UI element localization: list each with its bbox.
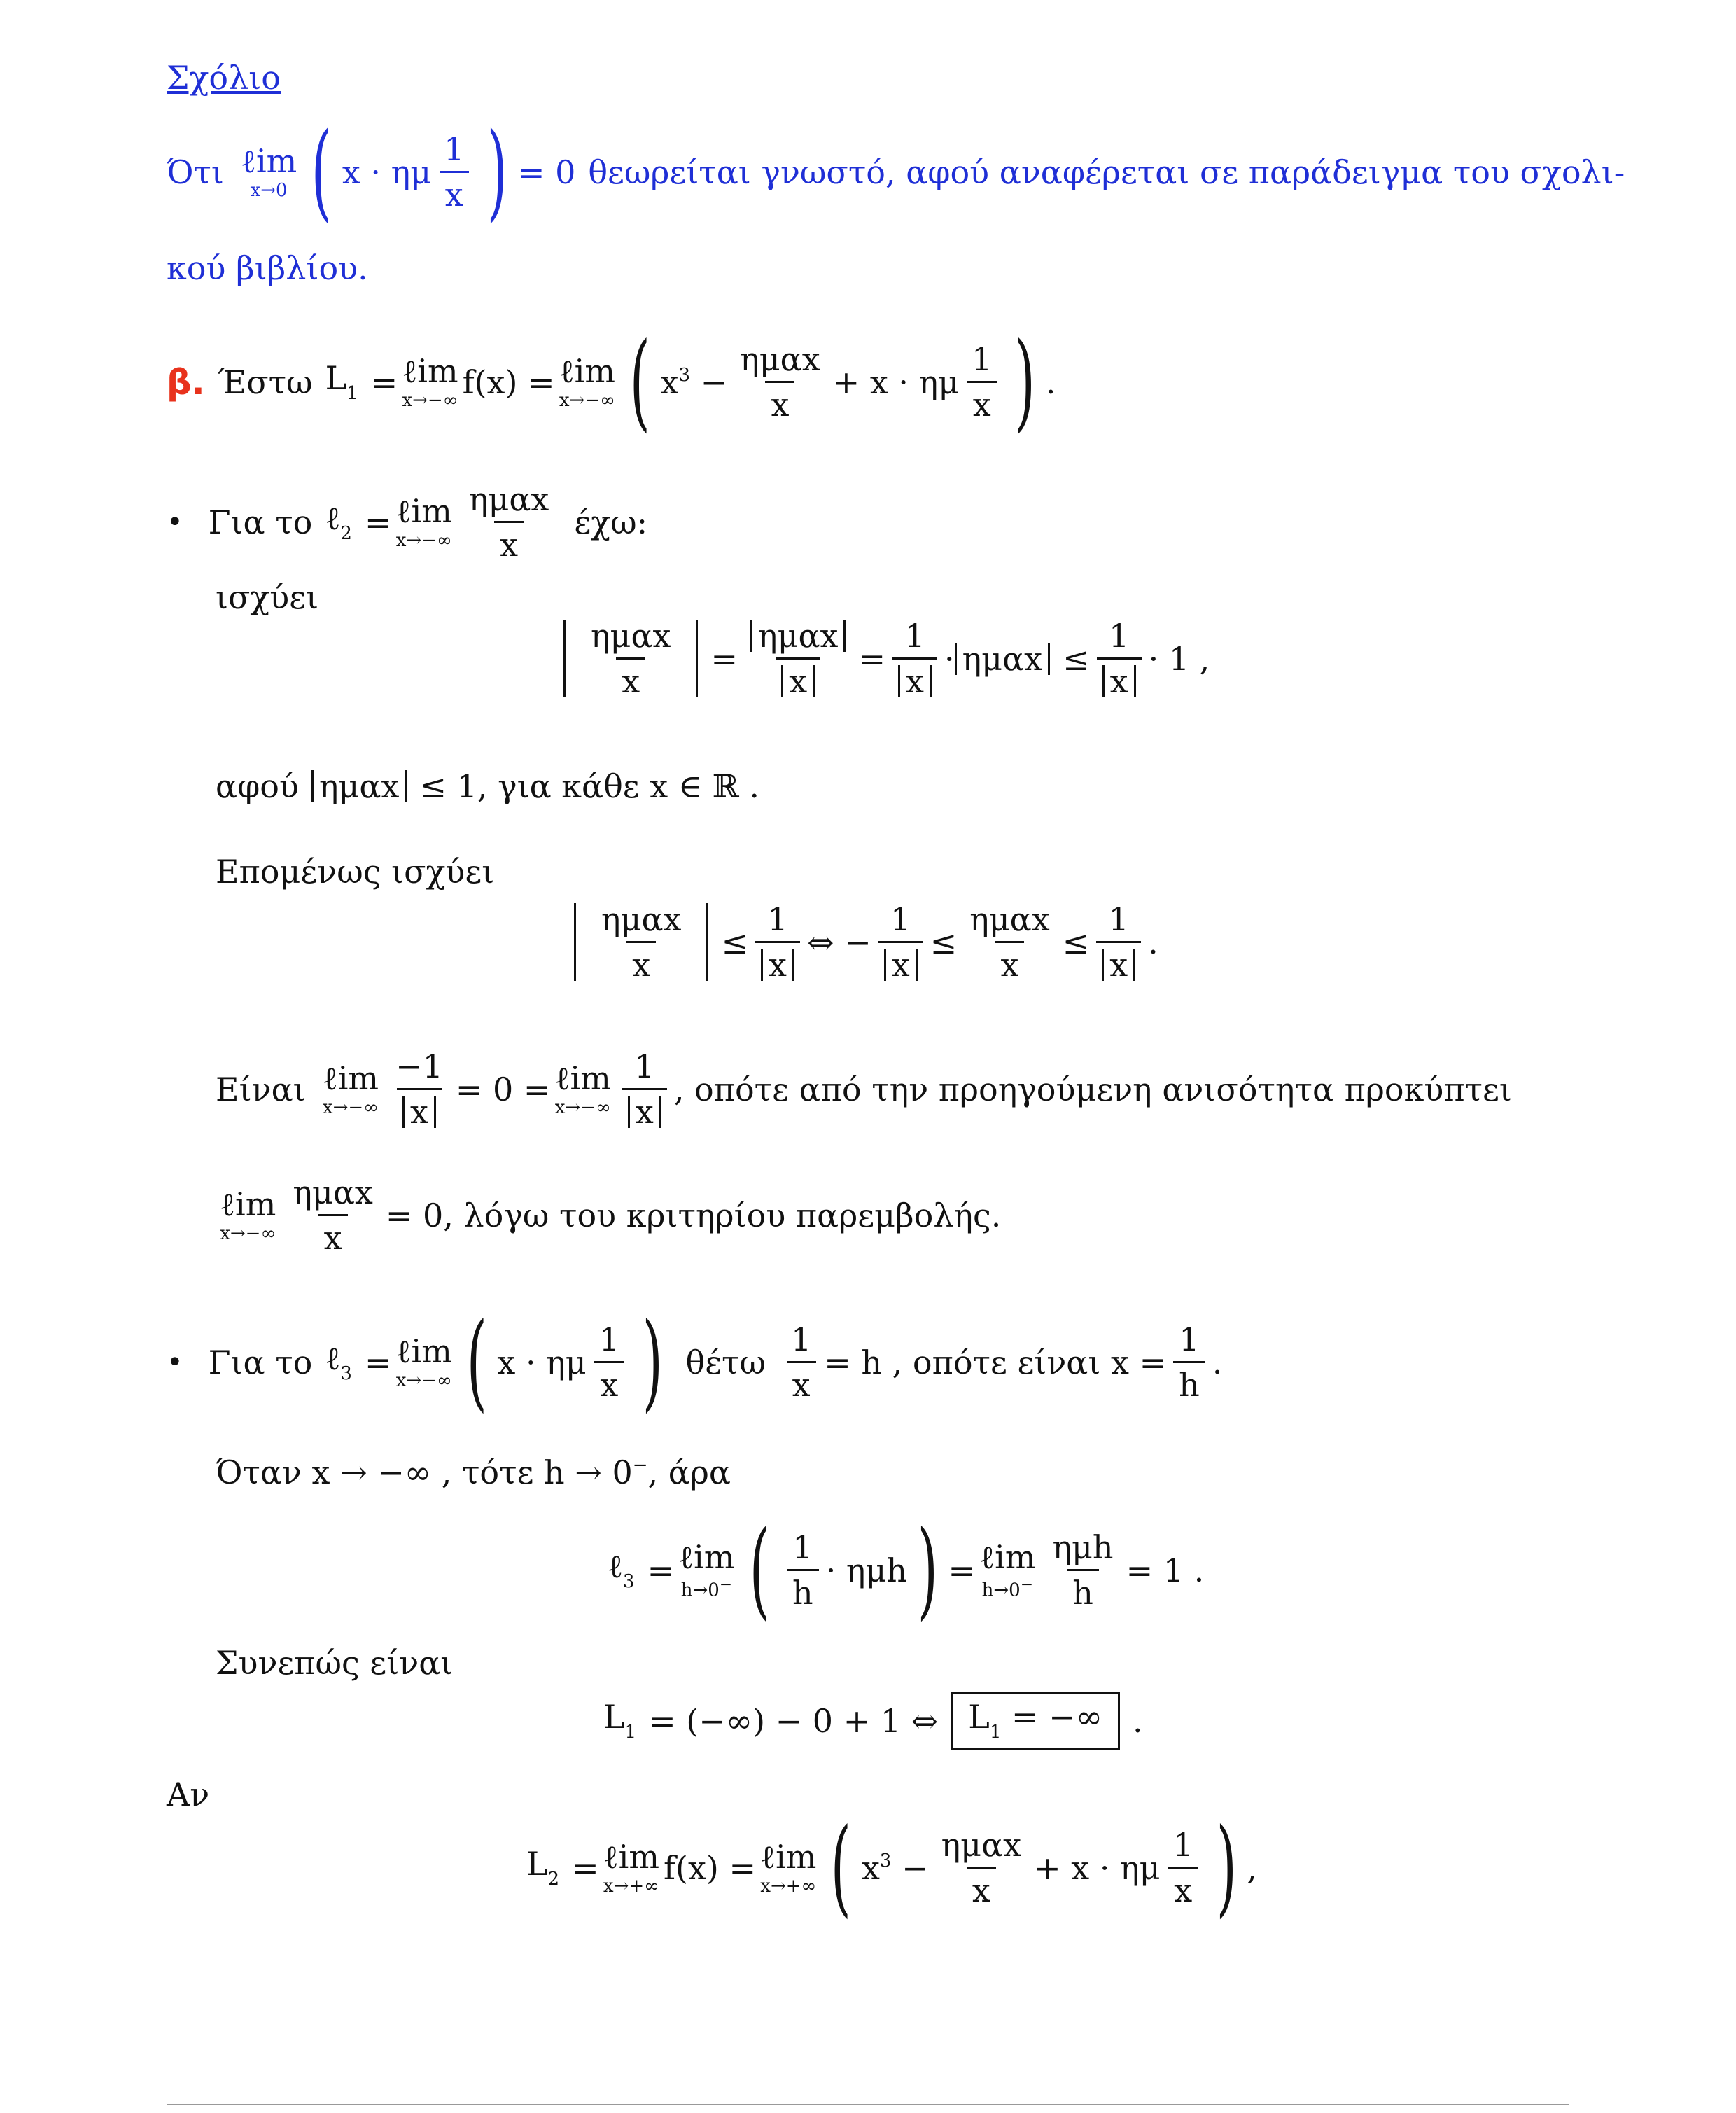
L1-result: $L_1$ = (−∞) − 0 + 1 ⇔ $L_1$ = −∞ . xyxy=(603,1692,1143,1750)
note-line1: Ότι ℓim x→0 ( x · ημ $\frac{1}{x}$ ) = 0 θεωρείται γνωστό, αφού αναφέρεται σε παράδειγμα του σχολι- xyxy=(167,111,1625,232)
when-line: Όταν x → −∞ , τότε h → 0−, άρα xyxy=(216,1453,731,1491)
bullet1-lead: Για το xyxy=(208,503,313,541)
equals-zero: = 0 xyxy=(517,153,576,191)
limits-line: Είναι ℓim x→−∞ $\frac{-1}{x}$ = 0 = ℓim x→−∞ $\frac{1}{x}$ , οπότε από την προηγούμενη ανισότητα προκύπτει xyxy=(216,1047,1512,1131)
bullet1-line: • Για το ℓ$_2$ = ℓim x→−∞ $\frac{\text{ημαx}}{x}$ έχω: xyxy=(167,480,648,564)
boxed-result: $L_1$ = −∞ xyxy=(951,1692,1120,1750)
note-text2: κού βιβλίου. xyxy=(167,249,368,287)
ell3-computation: ℓ$_3$ = ℓim h→0− ( $\frac{1}{h}$ · ημh ) = ℓim h→0− $\frac{\text{ημh}}{h}$ = 1 . xyxy=(608,1509,1205,1631)
fraction-one-over-x: $\frac{1}{x}$ xyxy=(438,133,470,211)
note-prefix: Ότι xyxy=(167,153,224,191)
conclusion-line: ℓim x→−∞ $\frac{\text{ημαx}}{x}$ = 0, λόγω του κριτηρίου παρεμβολής. xyxy=(220,1173,1002,1257)
holds-text: ισχύει xyxy=(216,578,319,616)
squeeze-inequality: $\frac{\text{ημαx}}{x}$ ≤ $\frac{1}{x}$ ⇔ − $\frac{1}{x}$ ≤ $\frac{\text{ημαx}}{x}$ ≤ $\frac{1}{x}$ . xyxy=(574,903,1158,981)
consequently-text: Συνεπώς είναι xyxy=(216,1644,454,1682)
L2-line: $L_2$ = ℓim x→+∞ f(x) = ℓim x→+∞ ( $x^3$ − $\frac{\text{ημαx}}{x}$ + x · ημ $\frac{1}{x}$ ) , xyxy=(526,1806,1257,1928)
part-b-label: β. xyxy=(167,361,205,403)
if-text: Αν xyxy=(167,1776,210,1813)
since-line: αφού ημαx ≤ 1, για κάθε x ∈ ℝ . xyxy=(216,767,760,805)
note-text1: θεωρείται γνωστό, αφού αναφέρεται σε παράδειγμα του σχολι- xyxy=(588,153,1625,191)
part-b-line: β. Έστω $L_1$ = ℓim x→−∞ f(x) = ℓim x→−∞ ( $x^3$ − $\frac{\text{ημαx}}{x}$ + x · ημ $\frac{1}{x}$ ) . xyxy=(167,321,1056,442)
bullet1-tail: έχω: xyxy=(574,503,648,541)
bullet2-line: • Για το ℓ$_3$ = ℓim x→−∞ ( x · ημ $\frac{1}{x}$ ) θέτω $\frac{1}{x}$ = h , οπότε είναι x = $\frac{1}{h}$ . xyxy=(167,1301,1223,1423)
footer-divider xyxy=(167,2104,1569,2105)
note-title: Σχόλιο xyxy=(167,59,281,97)
therefore-text: Επομένως ισχύει xyxy=(216,853,495,891)
abs-inequality: $\frac{\text{ημαx}}{x}$ = $\frac{\text{ημαx}}{x}$ = $\frac{1}{x}$ · ημαx ≤ $\frac{1}{x}$ · 1 , xyxy=(564,620,1210,697)
lim-x-to-0: ℓim x→0 xyxy=(240,141,298,201)
part-b-intro: Έστω xyxy=(217,363,313,401)
